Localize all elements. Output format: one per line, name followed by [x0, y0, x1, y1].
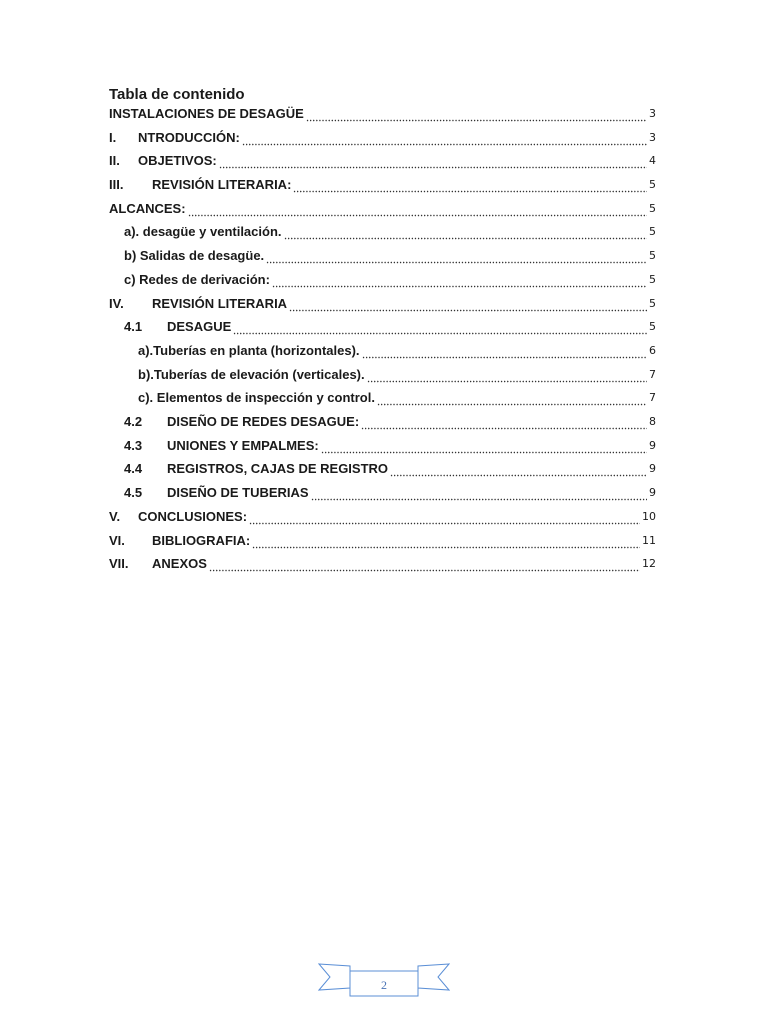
toc-entry-label: c). Elementos de inspección y control.	[138, 390, 375, 405]
toc-leader-dots	[362, 343, 647, 359]
toc-entry-number: 4.1	[124, 319, 143, 334]
toc-entry-label: INSTALACIONES DE DESAGÜE	[109, 106, 304, 121]
toc-entry-label: BIBLIOGRAFIA:	[152, 533, 251, 548]
toc-leader-dots	[293, 177, 647, 193]
toc-entry-page: 9	[649, 439, 656, 452]
toc-entry-page: 5	[649, 249, 656, 262]
toc-entry-label: a).Tuberías en planta (horizontales).	[138, 343, 360, 358]
toc-entry-label: DISEÑO DE REDES DESAGUE:	[167, 414, 360, 429]
toc-leader-dots	[233, 319, 647, 335]
toc-entry-label: b) Salidas de desagüe.	[124, 248, 265, 263]
toc-entry[interactable]	[138, 341, 656, 359]
toc-leader-dots	[209, 556, 640, 572]
toc-entry-label: DESAGUE	[167, 319, 232, 334]
toc-entry-label: REVISIÓN LITERARIA:	[152, 177, 292, 192]
toc-entry-label: b).Tuberías de elevación (verticales).	[138, 367, 365, 382]
toc-entry-label: REVISIÓN LITERARIA	[152, 296, 288, 311]
toc-entry-number: III.	[109, 177, 124, 192]
toc-entry-label: CONCLUSIONES:	[138, 509, 248, 524]
toc-entry[interactable]	[124, 317, 656, 335]
toc-entry[interactable]	[124, 222, 656, 240]
toc-entry-number: 4.5	[124, 485, 143, 500]
toc-leader-dots	[252, 533, 640, 549]
toc-entry-number: VI.	[109, 533, 125, 548]
toc-entry[interactable]	[124, 459, 656, 477]
toc-leader-dots	[284, 224, 648, 240]
toc-entry-number: 4.2	[124, 414, 143, 429]
toc-leader-dots	[306, 106, 647, 122]
toc-entry-page: 5	[649, 202, 656, 215]
toc-entry-label: c) Redes de derivación:	[124, 272, 270, 287]
toc-entry-label: ALCANCES:	[109, 201, 186, 216]
toc-entry-page: 5	[649, 178, 656, 191]
toc-entry-label: UNIONES Y EMPALMES:	[167, 438, 319, 453]
toc-entry-label: REGISTROS, CAJAS DE REGISTRO	[167, 461, 389, 476]
toc-leader-dots	[321, 438, 647, 454]
toc-entry-page: 12	[642, 557, 656, 570]
toc-entry-page: 5	[649, 225, 656, 238]
toc-entry-number: 4.4	[124, 461, 143, 476]
toc-entry[interactable]	[109, 128, 656, 146]
toc-entry[interactable]	[138, 388, 656, 406]
toc-entry-page: 10	[642, 510, 656, 523]
toc-title: Tabla de contenido	[109, 86, 245, 103]
toc-entry-number: I.	[109, 130, 117, 145]
toc-leader-dots	[188, 201, 647, 217]
toc-entry[interactable]	[109, 554, 656, 572]
toc-leader-dots	[219, 153, 647, 169]
toc-entry-label: NTRODUCCIÓN:	[138, 130, 240, 145]
toc-entry[interactable]	[124, 483, 656, 501]
toc-entry-label: ANEXOS	[152, 556, 207, 571]
toc-entry[interactable]	[109, 531, 656, 549]
toc-entry-page: 5	[649, 320, 656, 333]
toc-entry[interactable]	[109, 507, 656, 525]
toc-leader-dots	[390, 461, 647, 477]
toc-leader-dots	[361, 414, 647, 430]
toc-entry-page: 6	[649, 344, 656, 357]
toc-entry-number: IV.	[109, 296, 124, 311]
toc-entry-page: 9	[649, 486, 656, 499]
toc-entry[interactable]	[109, 104, 656, 122]
toc-entry[interactable]	[138, 365, 656, 383]
toc-entry-number: VII.	[109, 556, 129, 571]
toc-entry-number: II.	[109, 153, 120, 168]
toc-entry[interactable]	[109, 175, 656, 193]
toc-entry-page: 7	[649, 391, 656, 404]
toc-entry[interactable]	[109, 294, 656, 312]
toc-entry-page: 8	[649, 415, 656, 428]
toc-leader-dots	[249, 509, 640, 525]
toc-entry-page: 11	[642, 534, 656, 547]
toc-entry[interactable]	[124, 412, 656, 430]
toc-entry-number: V.	[109, 509, 121, 524]
toc-leader-dots	[272, 272, 647, 288]
toc-entry-page: 5	[649, 273, 656, 286]
toc-entry[interactable]	[109, 151, 656, 169]
toc-entry[interactable]	[109, 199, 656, 217]
toc-entry[interactable]	[124, 246, 656, 264]
toc-entry-page: 3	[649, 131, 656, 144]
toc-entry-label: OBJETIVOS:	[138, 153, 217, 168]
toc-entry-label: DISEÑO DE TUBERIAS	[167, 485, 309, 500]
toc-leader-dots	[311, 485, 647, 501]
toc-entry[interactable]	[124, 436, 656, 454]
toc-leader-dots	[266, 248, 647, 264]
toc-entry-label: a). desagüe y ventilación.	[124, 224, 282, 239]
footer-page-banner	[318, 962, 450, 1000]
toc-entry-page: 3	[649, 107, 656, 120]
toc-leader-dots	[367, 367, 647, 383]
toc-leader-dots	[377, 390, 647, 406]
toc-entry-number: 4.3	[124, 438, 143, 453]
toc-leader-dots	[242, 130, 647, 146]
toc-leader-dots	[289, 296, 647, 312]
toc-entry-page: 4	[649, 154, 656, 167]
toc-entry-page: 7	[649, 368, 656, 381]
toc-entry-page: 9	[649, 462, 656, 475]
toc-entry-page: 5	[649, 297, 656, 310]
page-number: 2	[381, 978, 387, 992]
toc-entry[interactable]	[124, 270, 656, 288]
